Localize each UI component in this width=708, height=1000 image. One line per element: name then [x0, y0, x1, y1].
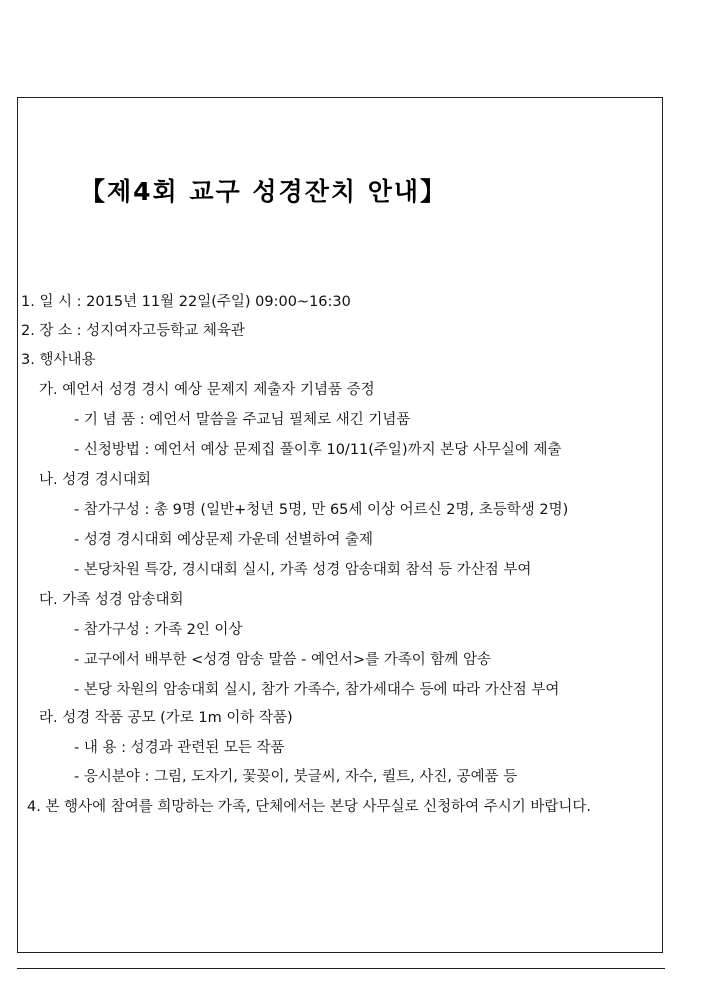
section-ga-gift: - 기 념 품 : 예언서 말씀을 주교님 필체로 새긴 기념품	[74, 412, 411, 428]
section-na-questions: - 성경 경시대회 예상문제 가운데 선별하여 출제	[74, 532, 374, 548]
item-program-heading: 3. 행사내용	[21, 352, 96, 368]
item-place: 2. 장 소 : 성지여자고등학교 체육관	[21, 323, 245, 339]
notice-title: 【제4회 교구 성경잔치 안내】	[80, 177, 448, 206]
section-ra-categories: - 응시분야 : 그림, 도자기, 꽃꽂이, 붓글씨, 자수, 퀼트, 사진, 공예품 등	[74, 769, 518, 785]
bottom-divider	[17, 968, 665, 969]
item-date: 1. 일 시 : 2015년 11월 22일(주일) 09:00~16:30	[21, 294, 351, 310]
section-da-recitation: - 교구에서 배부한 <성경 암송 말씀 - 예언서>를 가족이 함께 암송	[74, 652, 492, 668]
section-na-bonus: - 본당차원 특강, 경시대회 실시, 가족 성경 암송대회 참석 등 가산점 부여	[74, 562, 532, 578]
notice-frame	[17, 97, 663, 953]
section-ga-heading: 가. 예언서 성경 경시 예상 문제지 제출자 기념품 증정	[39, 382, 375, 398]
section-da-heading: 다. 가족 성경 암송대회	[39, 592, 184, 608]
section-ra-content: - 내 용 : 성경과 관련된 모든 작품	[74, 740, 285, 756]
section-na-members: - 참가구성 : 총 9명 (일반+청년 5명, 만 65세 이상 어르신 2명, 초등학생 2명)	[74, 502, 569, 518]
section-na-heading: 나. 성경 경시대회	[39, 472, 151, 488]
section-ra-heading: 라. 성경 작품 공모 (가로 1m 이하 작품)	[39, 710, 293, 726]
section-da-bonus: - 본당 차원의 암송대회 실시, 참가 가족수, 참가세대수 등에 따라 가산점 부여	[74, 682, 560, 698]
section-da-members: - 참가구성 : 가족 2인 이상	[74, 622, 243, 638]
item-application-note: 4. 본 행사에 참여를 희망하는 가족, 단체에서는 본당 사무실로 신청하여 주시기 바랍니다.	[27, 799, 591, 815]
section-ga-apply: - 신청방법 : 예언서 예상 문제집 풀이후 10/11(주일)까지 본당 사무실에 제출	[74, 442, 562, 458]
